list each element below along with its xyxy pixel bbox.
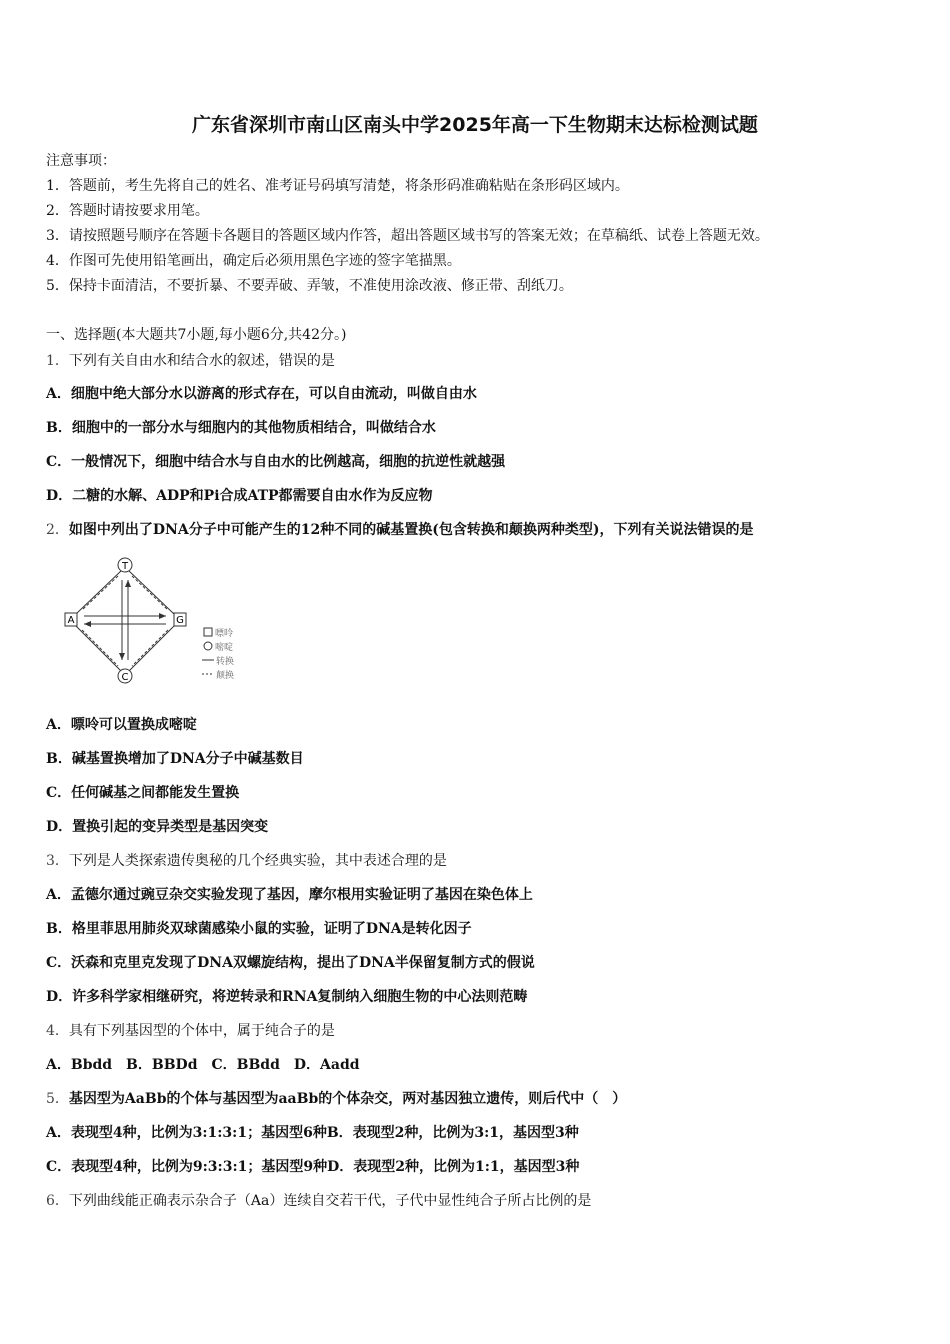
- node-g-label: G: [176, 615, 184, 626]
- option: A．孟德尔通过豌豆杂交实验发现了基因，摩尔根用实验证明了基因在染色体上: [46, 887, 533, 903]
- question-number: 5．: [46, 1091, 69, 1107]
- question-1: [46, 352, 335, 370]
- notice-heading: 注意事项：: [46, 153, 116, 169]
- page-title: 广东省深圳市南山区南头中学2025年高一下生物期末达标检测试题: [192, 114, 758, 136]
- question-6: [46, 1192, 591, 1210]
- notice-item: 4．作图可先使用铅笔画出，确定后必须用黑色字迹的签字笔描黑。: [46, 253, 461, 269]
- legend-label: 转换: [216, 657, 235, 667]
- option: A．表现型4种，比例为3:1:3:1；基因型6种B．表现型2种，比例为3:1，基因型3种: [46, 1125, 579, 1141]
- question-number: 4．: [46, 1023, 69, 1039]
- node-c-label: C: [121, 672, 129, 683]
- question-3: [46, 852, 447, 870]
- option: B．细胞中的一部分水与细胞内的其他物质相结合，叫做结合水: [46, 420, 436, 436]
- option: C．一般情况下，细胞中结合水与自由水的比例越高，细胞的抗逆性就越强: [46, 454, 506, 470]
- option: B．格里菲思用肺炎双球菌感染小鼠的实验，证明了DNA是转化因子: [46, 921, 472, 937]
- legend-label: 颠换: [216, 671, 235, 681]
- legend-pyrimidine-icon: [204, 642, 212, 650]
- question-number: 3．: [46, 853, 69, 869]
- option: B．碱基置换增加了DNA分子中碱基数目: [46, 751, 304, 767]
- option: D．许多科学家相继研究，将逆转录和RNA复制纳入细胞生物的中心法则范畴: [46, 989, 528, 1005]
- option: A．嘌呤可以置换成嘧啶: [46, 717, 197, 733]
- question-stem: 具有下列基因型的个体中，属于纯合子的是: [68, 1023, 335, 1039]
- option: C．沃森和克里克发现了DNA双螺旋结构，提出了DNA半保留复制方式的假说: [46, 955, 535, 971]
- notice-item: 3．请按照题号顺序在答题卡各题目的答题区域内作答，超出答题区域书写的答案无效；在草稿纸、试卷上答题无效。: [46, 228, 769, 244]
- notice-item: 5．保持卡面清洁，不要折暴、不要弄破、弄皱，不准使用涂改液、修正带、刮纸刀。: [46, 278, 573, 294]
- question-number: 1．: [46, 353, 69, 369]
- section-heading: 一、选择题(本大题共7小题,每小题6分,共42分。): [46, 327, 347, 343]
- notice-item: 2．答题时请按要求用笔。: [46, 203, 209, 219]
- question-stem: 基因型为AaBb的个体与基因型为aaBb的个体杂交，两对基因独立遗传，则后代中（ ）: [68, 1091, 627, 1107]
- question-stem: 下列有关自由水和结合水的叙述，错误的是: [68, 353, 335, 369]
- legend-purine-icon: [204, 628, 212, 636]
- question-stem: 如图中列出了DNA分子中可能产生的12种不同的碱基置换(包含转换和颠换两种类型)，下列有关说法错误的是: [68, 522, 754, 538]
- option: D．置换引起的变异类型是基因突变: [46, 819, 269, 835]
- question-number: 2．: [46, 522, 69, 538]
- notice-item: 1．答题前，考生先将自己的姓名、准考证号码填写清楚，将条形码准确粘贴在条形码区域内。: [46, 178, 629, 194]
- base-substitution-diagram: [56, 552, 256, 692]
- question-stem: 下列曲线能正确表示杂合子（Aa）连续自交若干代，子代中显性纯合子所占比例的是: [68, 1193, 592, 1209]
- node-a-label: A: [67, 615, 75, 626]
- question-stem: 下列是人类探索遗传奥秘的几个经典实验，其中表述合理的是: [68, 853, 447, 869]
- option: D．二糖的水解、ADP和Pi合成ATP都需要自由水作为反应物: [46, 488, 433, 504]
- legend-label: 嘌呤: [215, 629, 234, 639]
- question-4: [46, 1022, 335, 1040]
- question-2: [46, 521, 753, 539]
- node-t-label: T: [121, 561, 129, 572]
- option: C．任何碱基之间都能发生置换: [46, 785, 240, 801]
- option: A．细胞中绝大部分水以游离的形式存在，可以自由流动，叫做自由水: [46, 386, 477, 402]
- option: C．表现型4种，比例为9:3:3:1；基因型9种D．表现型2种，比例为1:1，基因型3种: [46, 1159, 580, 1175]
- question-5: [46, 1090, 626, 1108]
- question-number: 6．: [46, 1193, 69, 1209]
- legend-label: 嘧啶: [215, 643, 234, 653]
- option-line: A．Bbdd B．BBDd C．BBdd D．Aadd: [46, 1057, 360, 1073]
